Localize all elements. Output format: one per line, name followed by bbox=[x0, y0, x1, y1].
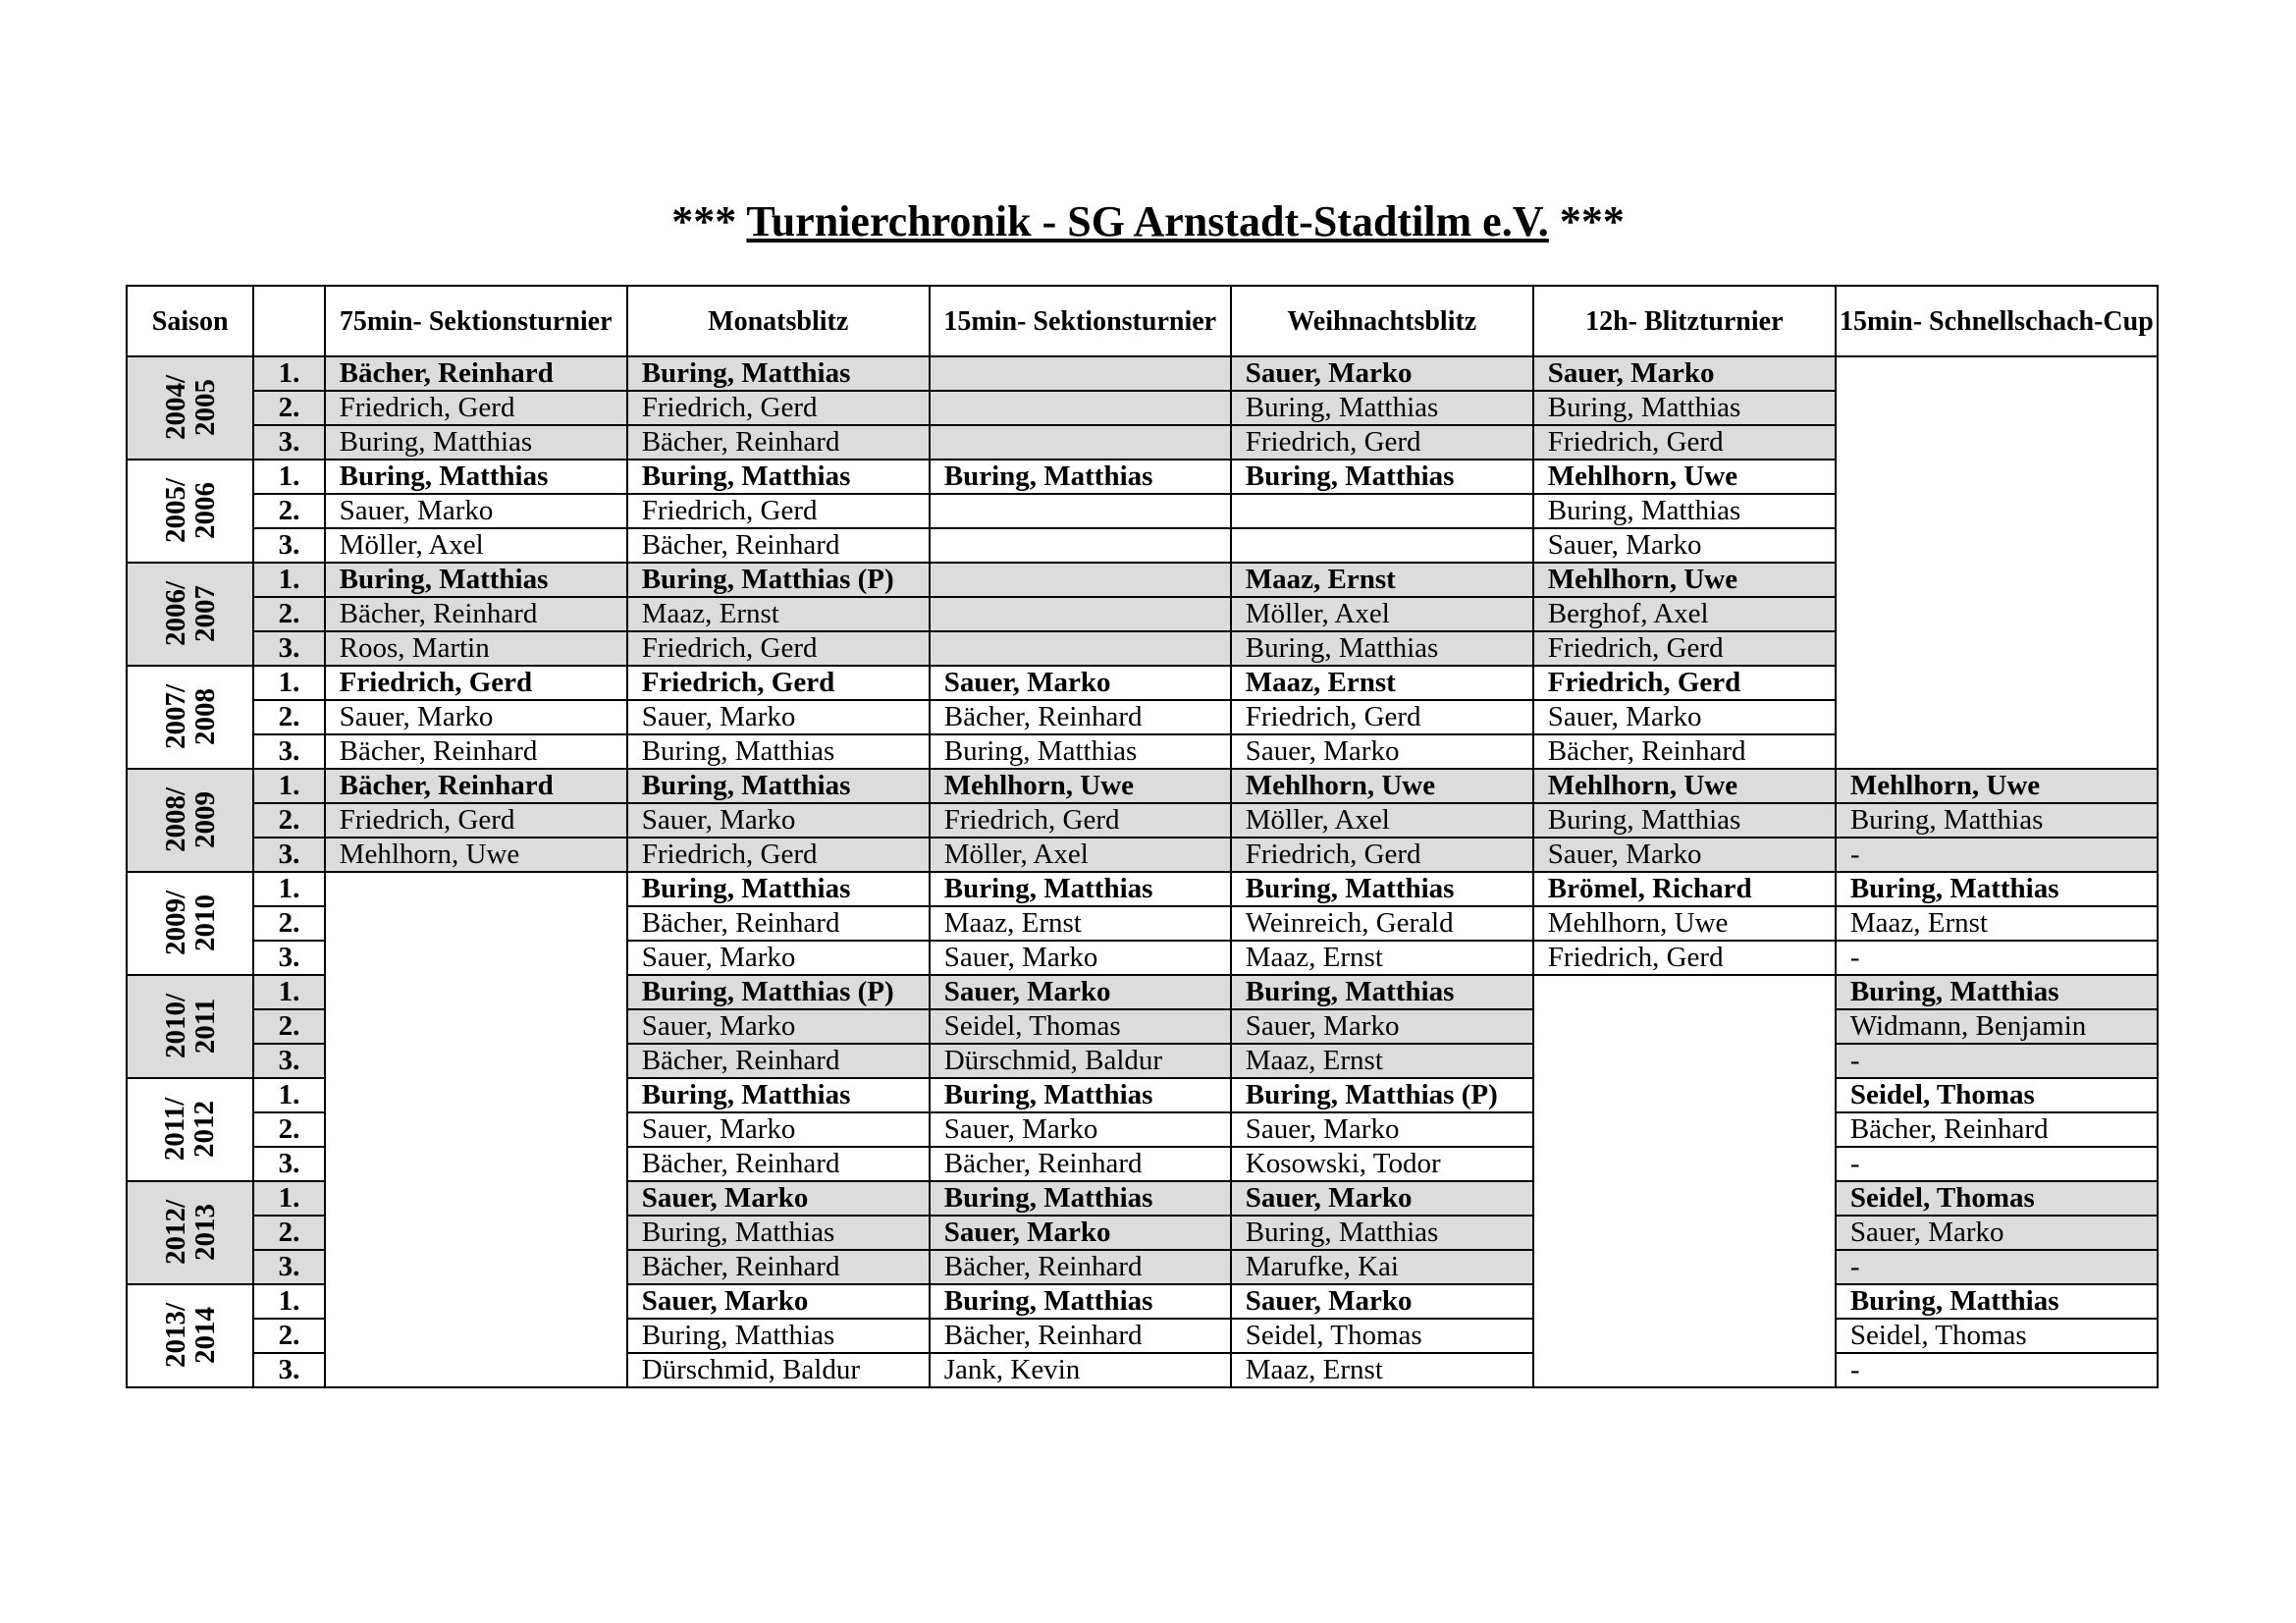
result-cell-15min-sektionsturnier: Maaz, Ernst bbox=[930, 906, 1231, 941]
season-start-year: 2007/ bbox=[159, 683, 191, 749]
result-cell-weihnachtsblitz: Maaz, Ernst bbox=[1231, 666, 1533, 700]
header-weihnachtsblitz: Weihnachtsblitz bbox=[1231, 286, 1533, 356]
result-cell-15min-sektionsturnier: Sauer, Marko bbox=[930, 975, 1231, 1009]
result-cell-12h-blitzturnier: Mehlhorn, Uwe bbox=[1533, 769, 1836, 803]
place-number: 3. bbox=[253, 631, 324, 666]
header-saison: Saison bbox=[127, 286, 253, 356]
season-end-year: 2014 bbox=[188, 1306, 221, 1364]
place-number: 2. bbox=[253, 803, 324, 838]
result-cell-75min-sektionsturnier: Sauer, Marko bbox=[325, 494, 627, 528]
result-cell-12h-blitzturnier: Bächer, Reinhard bbox=[1533, 734, 1836, 769]
season-label-rotated bbox=[161, 374, 220, 439]
result-cell-75min-sektionsturnier: Friedrich, Gerd bbox=[325, 391, 627, 425]
result-cell-monatsblitz: Buring, Matthias (P) bbox=[627, 563, 930, 597]
result-cell-15min-sektionsturnier: Mehlhorn, Uwe bbox=[930, 769, 1231, 803]
result-cell-12h-blitzturnier: Friedrich, Gerd bbox=[1533, 425, 1836, 460]
place-number: 3. bbox=[253, 1147, 324, 1181]
place-number: 2. bbox=[253, 1112, 324, 1147]
result-cell-15min-schnellschach-cup: Seidel, Thomas bbox=[1836, 1078, 2158, 1112]
result-cell-15min-sektionsturnier bbox=[930, 631, 1231, 666]
result-cell-12h-blitzturnier: Berghof, Axel bbox=[1533, 597, 1836, 631]
result-cell-75min-sektionsturnier: Sauer, Marko bbox=[325, 700, 627, 734]
season-start-year: 2005/ bbox=[159, 477, 191, 543]
result-cell-weihnachtsblitz: Sauer, Marko bbox=[1231, 1112, 1533, 1147]
result-cell-weihnachtsblitz: Möller, Axel bbox=[1231, 597, 1533, 631]
result-cell-12h-blitzturnier: Friedrich, Gerd bbox=[1533, 666, 1836, 700]
result-cell-weihnachtsblitz: Maaz, Ernst bbox=[1231, 563, 1533, 597]
result-cell-12h-blitzturnier: Friedrich, Gerd bbox=[1533, 631, 1836, 666]
season-label bbox=[127, 769, 253, 872]
place-number: 3. bbox=[253, 1353, 324, 1387]
result-cell-15min-sektionsturnier: Bächer, Reinhard bbox=[930, 700, 1231, 734]
season-label bbox=[127, 666, 253, 769]
result-cell-monatsblitz: Friedrich, Gerd bbox=[627, 666, 930, 700]
result-cell-weihnachtsblitz: Friedrich, Gerd bbox=[1231, 425, 1533, 460]
season-start-year: 2006/ bbox=[159, 580, 191, 646]
result-cell-75min-sektionsturnier: Bächer, Reinhard bbox=[325, 356, 627, 391]
result-cell-75min-sektionsturnier: Buring, Matthias bbox=[325, 425, 627, 460]
result-cell-15min-schnellschach-cup: Buring, Matthias bbox=[1836, 872, 2158, 906]
result-cell-monatsblitz: Sauer, Marko bbox=[627, 1009, 930, 1044]
result-cell-weihnachtsblitz: Möller, Axel bbox=[1231, 803, 1533, 838]
place-number: 1. bbox=[253, 356, 324, 391]
place-number: 2. bbox=[253, 494, 324, 528]
result-cell-15min-sektionsturnier: Sauer, Marko bbox=[930, 941, 1231, 975]
result-cell-15min-schnellschach-cup: Widmann, Benjamin bbox=[1836, 1009, 2158, 1044]
result-cell-monatsblitz: Friedrich, Gerd bbox=[627, 838, 930, 872]
header-12h-blitzturnier: 12h- Blitzturnier bbox=[1533, 286, 1836, 356]
place-number: 2. bbox=[253, 597, 324, 631]
place-number: 2. bbox=[253, 391, 324, 425]
table-body bbox=[127, 356, 2158, 1387]
result-cell-weihnachtsblitz: Maaz, Ernst bbox=[1231, 1044, 1533, 1078]
result-cell-monatsblitz: Buring, Matthias bbox=[627, 1216, 930, 1250]
result-cell-monatsblitz: Friedrich, Gerd bbox=[627, 631, 930, 666]
result-cell-75min-sektionsturnier: Bächer, Reinhard bbox=[325, 597, 627, 631]
place-number: 1. bbox=[253, 975, 324, 1009]
season-label-rotated bbox=[161, 1097, 220, 1160]
result-cell-15min-sektionsturnier bbox=[930, 425, 1231, 460]
title-main: Turnierchronik - SG Arnstadt-Stadtilm e.V. bbox=[746, 197, 1549, 245]
result-cell-weihnachtsblitz: Maaz, Ernst bbox=[1231, 1353, 1533, 1387]
result-cell-monatsblitz: Sauer, Marko bbox=[627, 1284, 930, 1319]
season-label bbox=[127, 975, 253, 1078]
result-cell-monatsblitz: Bächer, Reinhard bbox=[627, 1044, 930, 1078]
season-label bbox=[127, 1181, 253, 1284]
table-row bbox=[127, 872, 2158, 906]
result-cell-weihnachtsblitz: Buring, Matthias bbox=[1231, 1216, 1533, 1250]
result-cell-weihnachtsblitz: Sauer, Marko bbox=[1231, 356, 1533, 391]
result-cell-75min-sektionsturnier: Bächer, Reinhard bbox=[325, 769, 627, 803]
table-row bbox=[127, 769, 2158, 803]
result-cell-monatsblitz: Bächer, Reinhard bbox=[627, 1147, 930, 1181]
result-cell-15min-sektionsturnier: Sauer, Marko bbox=[930, 1216, 1231, 1250]
result-cell-15min-sektionsturnier: Buring, Matthias bbox=[930, 1181, 1231, 1216]
season-start-year: 2012/ bbox=[159, 1199, 191, 1265]
result-cell-75min-sektionsturnier: Buring, Matthias bbox=[325, 460, 627, 494]
result-cell-15min-sektionsturnier: Dürschmid, Baldur bbox=[930, 1044, 1231, 1078]
season-end-year: 2008 bbox=[188, 687, 221, 745]
result-cell-weihnachtsblitz: Seidel, Thomas bbox=[1231, 1319, 1533, 1353]
season-start-year: 2009/ bbox=[159, 890, 191, 955]
result-cell-15min-sektionsturnier: Friedrich, Gerd bbox=[930, 803, 1231, 838]
season-end-year: 2005 bbox=[188, 378, 221, 436]
result-cell-15min-schnellschach-cup: - bbox=[1836, 1353, 2158, 1387]
season-label bbox=[127, 356, 253, 460]
result-cell-12h-blitzturnier: Buring, Matthias bbox=[1533, 391, 1836, 425]
result-cell-weihnachtsblitz: Buring, Matthias bbox=[1231, 391, 1533, 425]
result-cell-15min-schnellschach-cup: Seidel, Thomas bbox=[1836, 1181, 2158, 1216]
result-cell-monatsblitz: Sauer, Marko bbox=[627, 1181, 930, 1216]
season-label-rotated bbox=[161, 477, 220, 542]
result-cell-15min-sektionsturnier: Möller, Axel bbox=[930, 838, 1231, 872]
title-suffix: *** bbox=[1548, 197, 1625, 245]
result-cell-monatsblitz: Buring, Matthias bbox=[627, 1319, 930, 1353]
table-row bbox=[127, 803, 2158, 838]
season-end-year: 2009 bbox=[188, 790, 221, 848]
page-title bbox=[0, 192, 2296, 251]
result-cell-12h-blitzturnier: Mehlhorn, Uwe bbox=[1533, 563, 1836, 597]
result-cell-75min-sektionsturnier: Friedrich, Gerd bbox=[325, 666, 627, 700]
result-cell-15min-schnellschach-cup: - bbox=[1836, 1147, 2158, 1181]
result-cell-monatsblitz: Buring, Matthias bbox=[627, 1078, 930, 1112]
season-label-rotated bbox=[161, 786, 220, 851]
result-cell-monatsblitz: Sauer, Marko bbox=[627, 803, 930, 838]
table-row bbox=[127, 356, 2158, 391]
result-cell-15min-sektionsturnier bbox=[930, 563, 1231, 597]
result-cell-monatsblitz: Sauer, Marko bbox=[627, 1112, 930, 1147]
tournament-chronicle-table bbox=[126, 285, 2159, 1388]
empty-block-75min-sektionsturnier bbox=[325, 872, 627, 1387]
place-number: 2. bbox=[253, 1216, 324, 1250]
table-row bbox=[127, 838, 2158, 872]
result-cell-15min-sektionsturnier bbox=[930, 391, 1231, 425]
season-start-year: 2011/ bbox=[159, 1097, 191, 1161]
place-number: 2. bbox=[253, 1319, 324, 1353]
result-cell-monatsblitz: Buring, Matthias bbox=[627, 872, 930, 906]
season-start-year: 2013/ bbox=[159, 1302, 191, 1368]
season-end-year: 2013 bbox=[188, 1203, 221, 1261]
season-label-rotated bbox=[161, 683, 220, 748]
result-cell-12h-blitzturnier: Buring, Matthias bbox=[1533, 494, 1836, 528]
result-cell-15min-schnellschach-cup: Buring, Matthias bbox=[1836, 803, 2158, 838]
season-start-year: 2008/ bbox=[159, 786, 191, 852]
result-cell-75min-sektionsturnier: Bächer, Reinhard bbox=[325, 734, 627, 769]
place-number: 1. bbox=[253, 563, 324, 597]
season-end-year: 2006 bbox=[188, 481, 221, 539]
result-cell-15min-schnellschach-cup: Buring, Matthias bbox=[1836, 1284, 2158, 1319]
season-start-year: 2004/ bbox=[159, 374, 191, 440]
season-label bbox=[127, 460, 253, 563]
result-cell-monatsblitz: Friedrich, Gerd bbox=[627, 391, 930, 425]
result-cell-weihnachtsblitz: Kosowski, Todor bbox=[1231, 1147, 1533, 1181]
result-cell-weihnachtsblitz: Mehlhorn, Uwe bbox=[1231, 769, 1533, 803]
header-15min-sektionsturnier: 15min- Sektionsturnier bbox=[930, 286, 1231, 356]
result-cell-15min-schnellschach-cup: Maaz, Ernst bbox=[1836, 906, 2158, 941]
header-place bbox=[253, 286, 324, 356]
season-label bbox=[127, 563, 253, 666]
season-end-year: 2011 bbox=[188, 998, 221, 1054]
place-number: 2. bbox=[253, 1009, 324, 1044]
result-cell-monatsblitz: Friedrich, Gerd bbox=[627, 494, 930, 528]
result-cell-75min-sektionsturnier: Möller, Axel bbox=[325, 528, 627, 563]
result-cell-15min-sektionsturnier: Bächer, Reinhard bbox=[930, 1147, 1231, 1181]
place-number: 1. bbox=[253, 1078, 324, 1112]
season-start-year: 2010/ bbox=[159, 993, 191, 1058]
result-cell-15min-sektionsturnier bbox=[930, 494, 1231, 528]
result-cell-15min-sektionsturnier: Bächer, Reinhard bbox=[930, 1250, 1231, 1284]
result-cell-15min-sektionsturnier: Sauer, Marko bbox=[930, 666, 1231, 700]
result-cell-monatsblitz: Buring, Matthias bbox=[627, 460, 930, 494]
result-cell-weihnachtsblitz: Buring, Matthias (P) bbox=[1231, 1078, 1533, 1112]
result-cell-weihnachtsblitz bbox=[1231, 494, 1533, 528]
season-end-year: 2007 bbox=[188, 584, 221, 642]
result-cell-weihnachtsblitz: Maaz, Ernst bbox=[1231, 941, 1533, 975]
result-cell-15min-schnellschach-cup: Mehlhorn, Uwe bbox=[1836, 769, 2158, 803]
result-cell-monatsblitz: Bächer, Reinhard bbox=[627, 528, 930, 563]
result-cell-15min-sektionsturnier: Bächer, Reinhard bbox=[930, 1319, 1231, 1353]
result-cell-weihnachtsblitz: Weinreich, Gerald bbox=[1231, 906, 1533, 941]
result-cell-monatsblitz: Sauer, Marko bbox=[627, 700, 930, 734]
result-cell-15min-sektionsturnier: Buring, Matthias bbox=[930, 872, 1231, 906]
header-row bbox=[127, 286, 2158, 356]
result-cell-weihnachtsblitz bbox=[1231, 528, 1533, 563]
result-cell-12h-blitzturnier: Sauer, Marko bbox=[1533, 528, 1836, 563]
season-label-rotated bbox=[161, 1302, 220, 1367]
place-number: 3. bbox=[253, 734, 324, 769]
header-75min-sektionsturnier: 75min- Sektionsturnier bbox=[325, 286, 627, 356]
title-prefix: *** bbox=[671, 197, 747, 245]
result-cell-15min-sektionsturnier bbox=[930, 356, 1231, 391]
empty-block-15min-schnellschach-cup bbox=[1836, 356, 2158, 769]
result-cell-15min-sektionsturnier: Sauer, Marko bbox=[930, 1112, 1231, 1147]
result-cell-monatsblitz: Bächer, Reinhard bbox=[627, 906, 930, 941]
season-label-rotated bbox=[161, 993, 220, 1057]
result-cell-monatsblitz: Bächer, Reinhard bbox=[627, 425, 930, 460]
result-cell-15min-schnellschach-cup: Buring, Matthias bbox=[1836, 975, 2158, 1009]
place-number: 1. bbox=[253, 460, 324, 494]
result-cell-weihnachtsblitz: Friedrich, Gerd bbox=[1231, 838, 1533, 872]
result-cell-15min-sektionsturnier: Seidel, Thomas bbox=[930, 1009, 1231, 1044]
header-15min-schnellschach-cup: 15min- Schnellschach-Cup bbox=[1836, 286, 2158, 356]
place-number: 1. bbox=[253, 872, 324, 906]
result-cell-15min-sektionsturnier: Jank, Kevin bbox=[930, 1353, 1231, 1387]
result-cell-15min-schnellschach-cup: - bbox=[1836, 941, 2158, 975]
result-cell-15min-sektionsturnier: Buring, Matthias bbox=[930, 1078, 1231, 1112]
result-cell-weihnachtsblitz: Buring, Matthias bbox=[1231, 975, 1533, 1009]
result-cell-15min-schnellschach-cup: - bbox=[1836, 1250, 2158, 1284]
result-cell-12h-blitzturnier: Buring, Matthias bbox=[1533, 803, 1836, 838]
result-cell-weihnachtsblitz: Buring, Matthias bbox=[1231, 460, 1533, 494]
result-cell-monatsblitz: Bächer, Reinhard bbox=[627, 1250, 930, 1284]
result-cell-12h-blitzturnier: Mehlhorn, Uwe bbox=[1533, 906, 1836, 941]
result-cell-12h-blitzturnier: Friedrich, Gerd bbox=[1533, 941, 1836, 975]
result-cell-weihnachtsblitz: Sauer, Marko bbox=[1231, 1009, 1533, 1044]
result-cell-weihnachtsblitz: Sauer, Marko bbox=[1231, 1181, 1533, 1216]
result-cell-12h-blitzturnier: Sauer, Marko bbox=[1533, 356, 1836, 391]
result-cell-monatsblitz: Buring, Matthias bbox=[627, 734, 930, 769]
result-cell-15min-schnellschach-cup: Sauer, Marko bbox=[1836, 1216, 2158, 1250]
result-cell-75min-sektionsturnier: Buring, Matthias bbox=[325, 563, 627, 597]
header-monatsblitz: Monatsblitz bbox=[627, 286, 930, 356]
result-cell-monatsblitz: Buring, Matthias (P) bbox=[627, 975, 930, 1009]
result-cell-weihnachtsblitz: Friedrich, Gerd bbox=[1231, 700, 1533, 734]
season-end-year: 2010 bbox=[188, 893, 221, 951]
result-cell-weihnachtsblitz: Sauer, Marko bbox=[1231, 734, 1533, 769]
place-number: 3. bbox=[253, 1044, 324, 1078]
result-cell-12h-blitzturnier: Sauer, Marko bbox=[1533, 838, 1836, 872]
place-number: 3. bbox=[253, 941, 324, 975]
result-cell-12h-blitzturnier: Sauer, Marko bbox=[1533, 700, 1836, 734]
season-label-rotated bbox=[161, 1199, 220, 1264]
result-cell-weihnachtsblitz: Buring, Matthias bbox=[1231, 872, 1533, 906]
season-label bbox=[127, 872, 253, 975]
result-cell-15min-sektionsturnier: Buring, Matthias bbox=[930, 460, 1231, 494]
result-cell-15min-schnellschach-cup: Seidel, Thomas bbox=[1836, 1319, 2158, 1353]
result-cell-75min-sektionsturnier: Mehlhorn, Uwe bbox=[325, 838, 627, 872]
season-label-rotated bbox=[161, 890, 220, 954]
place-number: 1. bbox=[253, 666, 324, 700]
result-cell-75min-sektionsturnier: Friedrich, Gerd bbox=[325, 803, 627, 838]
place-number: 1. bbox=[253, 769, 324, 803]
result-cell-weihnachtsblitz: Sauer, Marko bbox=[1231, 1284, 1533, 1319]
season-label bbox=[127, 1284, 253, 1387]
place-number: 3. bbox=[253, 528, 324, 563]
season-label bbox=[127, 1078, 253, 1181]
result-cell-15min-sektionsturnier: Buring, Matthias bbox=[930, 1284, 1231, 1319]
result-cell-15min-sektionsturnier bbox=[930, 528, 1231, 563]
result-cell-15min-sektionsturnier bbox=[930, 597, 1231, 631]
result-cell-monatsblitz: Maaz, Ernst bbox=[627, 597, 930, 631]
result-cell-monatsblitz: Dürschmid, Baldur bbox=[627, 1353, 930, 1387]
result-cell-15min-schnellschach-cup: - bbox=[1836, 1044, 2158, 1078]
season-label-rotated bbox=[161, 580, 220, 645]
result-cell-12h-blitzturnier: Brömel, Richard bbox=[1533, 872, 1836, 906]
place-number: 2. bbox=[253, 700, 324, 734]
result-cell-monatsblitz: Sauer, Marko bbox=[627, 941, 930, 975]
place-number: 1. bbox=[253, 1284, 324, 1319]
place-number: 1. bbox=[253, 1181, 324, 1216]
place-number: 3. bbox=[253, 1250, 324, 1284]
result-cell-15min-schnellschach-cup: Bächer, Reinhard bbox=[1836, 1112, 2158, 1147]
place-number: 2. bbox=[253, 906, 324, 941]
place-number: 3. bbox=[253, 838, 324, 872]
result-cell-15min-sektionsturnier: Buring, Matthias bbox=[930, 734, 1231, 769]
result-cell-75min-sektionsturnier: Roos, Martin bbox=[325, 631, 627, 666]
result-cell-15min-schnellschach-cup: - bbox=[1836, 838, 2158, 872]
result-cell-12h-blitzturnier: Mehlhorn, Uwe bbox=[1533, 460, 1836, 494]
result-cell-monatsblitz: Buring, Matthias bbox=[627, 356, 930, 391]
result-cell-weihnachtsblitz: Buring, Matthias bbox=[1231, 631, 1533, 666]
result-cell-monatsblitz: Buring, Matthias bbox=[627, 769, 930, 803]
result-cell-weihnachtsblitz: Marufke, Kai bbox=[1231, 1250, 1533, 1284]
season-end-year: 2012 bbox=[188, 1100, 221, 1158]
empty-block-12h-blitzturnier bbox=[1533, 975, 1836, 1387]
place-number: 3. bbox=[253, 425, 324, 460]
